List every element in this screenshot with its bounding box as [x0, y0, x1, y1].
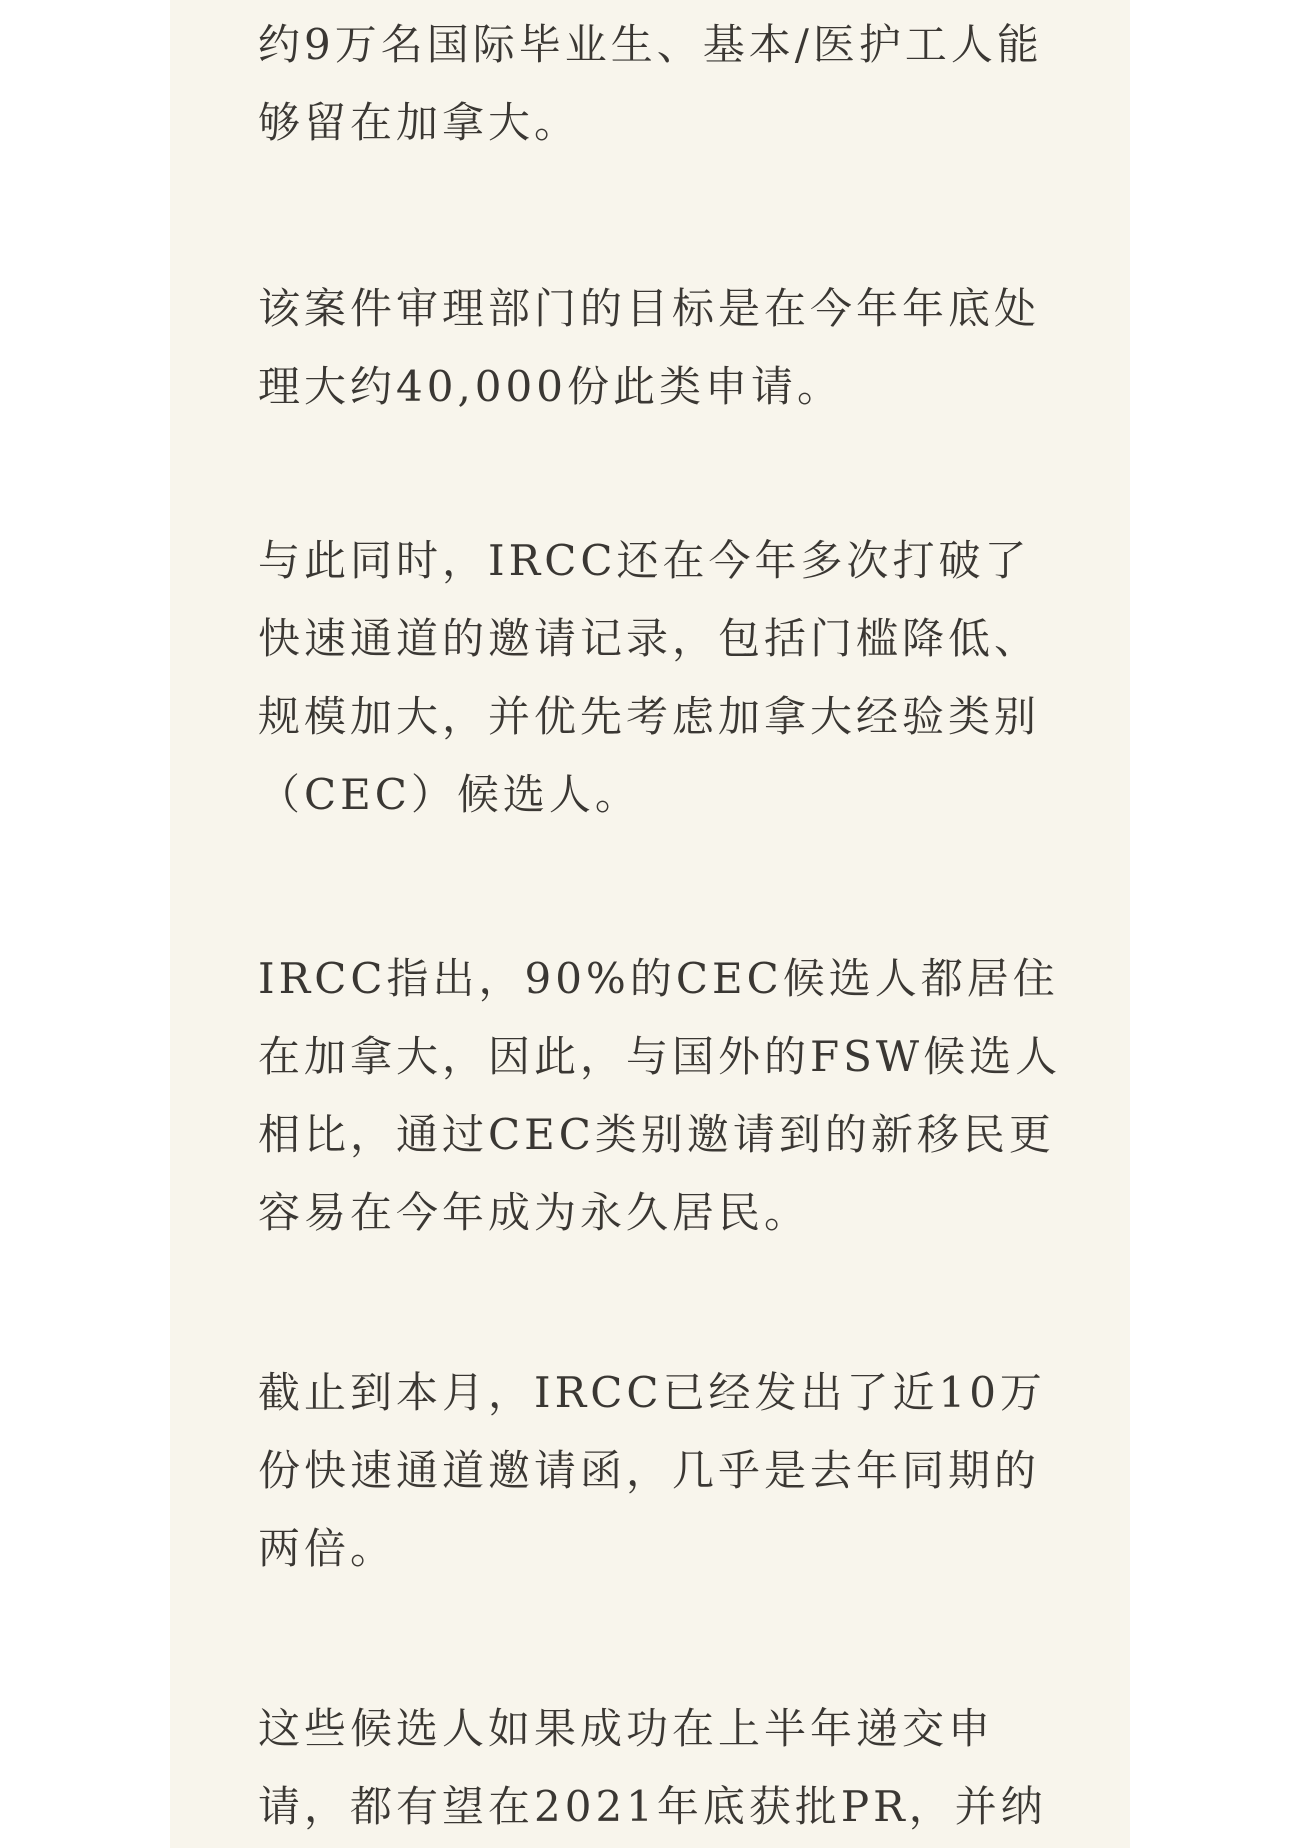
paragraph-line: 容易在今年成为永久居民。 — [258, 1188, 811, 1237]
paragraph-line: 这些候选人如果成功在上半年递交申 — [258, 1704, 995, 1753]
paragraph-1 — [258, 6, 1043, 162]
paragraph-line: 规模加大，并优先考虑加拿大经验类别 — [258, 692, 1041, 741]
paragraph-line: 快速通道的邀请记录，包括门槛降低、 — [258, 614, 1041, 663]
paragraph-line: 两倍。 — [258, 1524, 397, 1573]
paragraph-line: 截止到本月，IRCC已经发出了近10万 — [258, 1368, 1046, 1417]
paragraph-6 — [258, 1690, 1047, 1846]
paragraph-line: 份快速通道邀请函，几乎是去年同期的 — [258, 1446, 1041, 1495]
paragraph-line: 该案件审理部门的目标是在今年年底处 — [258, 284, 1041, 333]
paragraph-line: 约9万名国际毕业生、基本/医护工人能 — [258, 20, 1043, 69]
paragraph-4 — [258, 940, 1061, 1252]
paragraph-line: （CEC）候选人。 — [258, 770, 641, 819]
paragraph-line: 请，都有望在2021年底获批PR，并纳 — [258, 1782, 1047, 1831]
paragraph-line: 够留在加拿大。 — [258, 98, 581, 147]
paragraph-5 — [258, 1354, 1046, 1588]
paragraph-2 — [258, 270, 1040, 426]
paragraph-line: 与此同时，IRCC还在今年多次打破了 — [258, 536, 1031, 585]
paragraph-3 — [258, 522, 1040, 834]
paragraph-line: 理大约40,000份此类申请。 — [258, 362, 843, 411]
paragraph-line: 相比，通过CEC类别邀请到的新移民更 — [258, 1110, 1055, 1159]
paragraph-line: IRCC指出，90%的CEC候选人都居住 — [258, 954, 1059, 1003]
paragraph-line: 在加拿大，因此，与国外的FSW候选人 — [258, 1032, 1062, 1081]
